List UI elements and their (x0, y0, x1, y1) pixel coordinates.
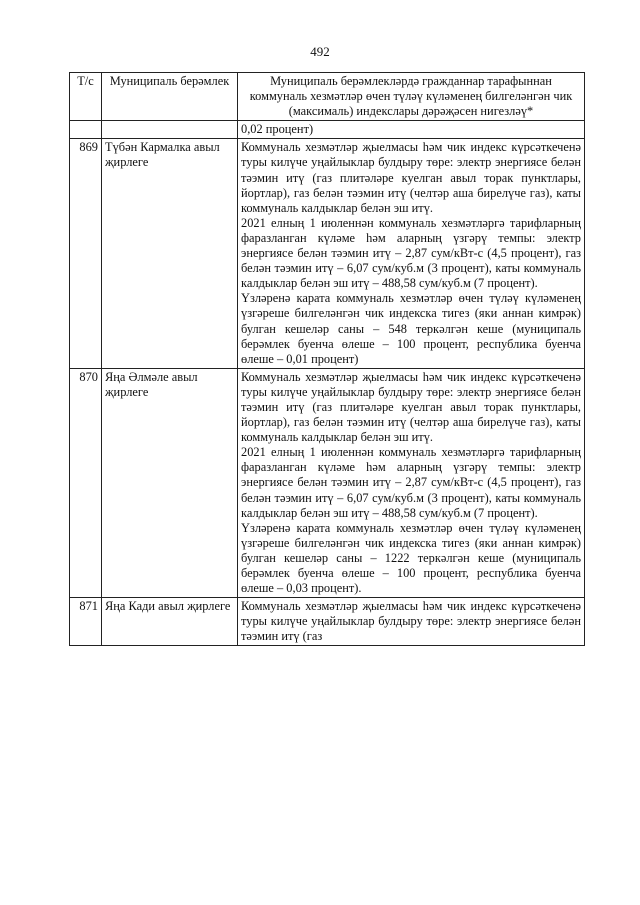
description-paragraph: Коммуналь хезмәтләр җыелмасы һәм чик индекс күрсәткеченә туры килүче уңайлыклар булдыру төре: электр энергиясе белән тәэмин итү (газ (241, 599, 581, 644)
continuation-text: 0,02 процент) (238, 121, 585, 139)
description-paragraph: Коммуналь хезмәтләр җыелмасы һәм чик индекс күрсәткеченә туры килүче уңайлыклар булдыру төре: электр энергиясе белән тәэмин итү (газ плитәләре куелган авыл торак пунктлары, йортлар), газ белән тәэмин итү (челтәр аша бирелүче газ), каты коммуналь калдыклар белән эш итү. (241, 140, 581, 215)
header-municipality: Муниципаль берәмлек (102, 73, 238, 121)
row-number: 871 (70, 598, 102, 646)
row-description (238, 598, 585, 646)
table-row (70, 139, 585, 368)
utility-index-table (69, 72, 585, 646)
table-row (70, 368, 585, 597)
row-number: 869 (70, 139, 102, 368)
description-paragraph: Коммуналь хезмәтләр җыелмасы һәм чик индекс күрсәткеченә туры килүче уңайлыклар булдыру төре: электр энергиясе белән тәэмин итү (газ плитәләре куелган авыл торак пунктлары, йортлар), газ белән тәэмин итү (челтәр аша бирелүче газ), каты коммуналь калдыклар белән эш итү. (241, 369, 581, 445)
page-number: 492 (310, 44, 330, 59)
description-paragraph: 2021 елның 1 июленнән коммуналь хезмәтләргә тарифларның фаразланган күләме һәм аларның үзгәрү темпы: электр энергиясе белән тәэмин итү – 2,87 сум/кВт-с (4,5 процент), газ белән тәэмин итү – 6,07 сум/куб.м (3 процент), каты коммуналь калдыклар белән эш итү – 488,58 сум/куб.м (7 процент). (241, 445, 581, 520)
row-description (238, 139, 585, 368)
table-row (70, 598, 585, 646)
table-header-row (70, 73, 585, 121)
municipality-name: Яңа Кади авыл җирлеге (102, 598, 238, 646)
header-num: Т/с (70, 73, 102, 121)
description-paragraph: Үзләренә карата коммуналь хезмәтләр өчен түләү күләменең үзгәреше билгеләнгән чик индекска тигез (яки аннан кимрәк) булган кешеләр саны – 1222 теркәлгән кеше (муниципаль берәмлек буенча өлеше – 100 процент, республика буенча өлеше – 0,03 процент). (241, 520, 581, 596)
municipality-name: Түбән Кармалка авыл җирлеге (102, 139, 238, 368)
continuation-row (70, 121, 585, 139)
description-paragraph: 2021 елның 1 июленнән коммуналь хезмәтләргә тарифларның фаразланган күләме һәм аларның үзгәрү темпы: электр энергиясе белән тәэмин итү – 2,87 сум/кВт-с (4,5 процент), газ белән тәэмин итү – 6,07 сум/куб.м (3 процент), каты коммуналь калдыклар белән эш итү – 488,58 сум/куб.м (7 процент). (241, 215, 581, 291)
header-description: Муниципаль берәмлекләрдә гражданнар тарафыннан коммуналь хезмәтләр өчен түләү күләменең билгеләнгән чик (максималь) индекслары дәрәҗәсен нигезләү* (238, 73, 585, 121)
row-number: 870 (70, 368, 102, 597)
description-paragraph: Үзләренә карата коммуналь хезмәтләр өчен түләү күләменең үзгәреше билгеләнгән чик индекска тигез (яки аннан кимрәк) булган кешеләр саны – 548 теркәлгән кеше (муниципаль берәмлек буенча өлеше – 100 процент, республика буенча өлеше – 0,01 процент) (241, 291, 581, 366)
municipality-name: Яңа Әлмәле авыл җирлеге (102, 368, 238, 597)
row-description (238, 368, 585, 597)
